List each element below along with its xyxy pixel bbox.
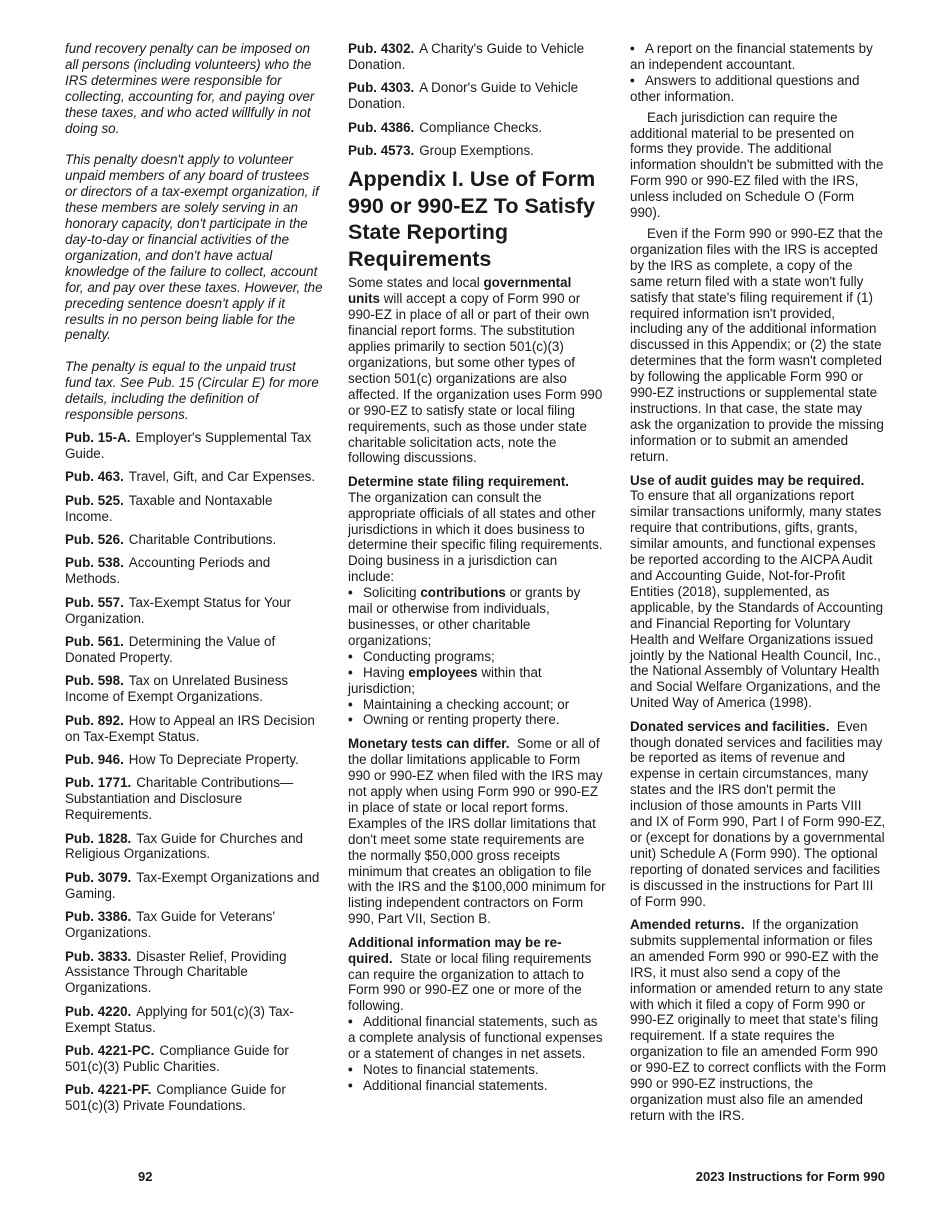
amended-returns-paragraph: Amended returns. If the organization submits supplemental information or files an amended Form 990 or 990-EZ with the IRS, it must also send a copy of the information or amended return to any state with which it filed a copy of Form 990 or 990-EZ originally to meet that state's filing requirement. If a state requires the organization to file an amended Form 990 or 990-EZ to correct conflicts with the Form 990 or 990-EZ instructions, the organization must also file an amended return with the IRS. — [630, 917, 886, 1123]
publication-title: A Charity's Guide to Vehicle Donation. — [348, 41, 585, 72]
publication-number: Pub. 4220. — [65, 1003, 132, 1019]
bullet-item: • Answers to additional questions and other information. — [630, 72, 860, 104]
publication-title: Disaster Relief, Providing Assistance Through Charitable Organizations. — [65, 948, 287, 996]
publication-title: How To Depreciate Property. — [128, 751, 299, 767]
publication-title: Compliance Guide for 501(c)(3) Private Foundations. — [65, 1082, 286, 1114]
publication-title: Taxable and Nontaxable Income. — [65, 492, 273, 524]
publication-item — [65, 775, 323, 823]
bullet-item: • Maintaining a checking account; or — [348, 696, 570, 712]
publication-number: Pub. 1828. — [65, 830, 132, 846]
page-number: 92 — [138, 1169, 153, 1184]
publication-item — [65, 949, 323, 997]
publication-item — [65, 493, 323, 525]
audit-guides-paragraph: Use of audit guides may be required. To ensure that all organizations report similar transactions uniformly, many states require that contributions, gifts, grants, similar amounts, and functional expenses be reported according to the AICPA Audit and Accounting Guide, Not-for-Profit Entities (2018), supplemented, as applicable, by the Standards of Accounting and Financial Reporting for Voluntary Health and Welfare Organizations issued jointly by the National Health Council, Inc., the National Assembly of Voluntary Health and Social Welfare Organizations, and the United Way of America (1998). — [630, 472, 884, 711]
bullet-item: • Owning or renting property there. — [348, 712, 560, 728]
appendix-heading: Appendix I. Use of Form 990 or 990-EZ To Satisfy State Reporting Requirements — [348, 167, 596, 271]
publication-title: Tax Guide for Churches and Religious Organizations. — [65, 830, 303, 862]
publication-item — [65, 752, 323, 768]
publication-number: Pub. 4386. — [348, 119, 415, 135]
italic-paragraph: This penalty doesn't apply to volunteer unpaid members of any board of trustees or directors of a tax-exempt organization, if these members are solely serving in an honorary capacity, don't participate in the day-to-day or financial activities of the organization, and don't have actual knowledge of the failure to collect, account for, and pay over these taxes. However, the preceding sentence doesn't apply if it results in no person being liable for the penalty. — [65, 152, 323, 343]
publication-number: Pub. 557. — [65, 594, 124, 610]
section-heading: Amended returns. — [630, 917, 745, 933]
publication-item — [65, 634, 323, 666]
publication-title: Employer's Supplemental Tax Guide. — [65, 429, 312, 461]
publication-number: Pub. 561. — [65, 634, 124, 649]
monetary-tests-paragraph: Monetary tests can differ. Some or all of the dollar limitations applicable to Form 990 or 990-EZ when filed with the IRS may not apply when using Form 990 or 990-EZ in place of state or local report forms. Examples of the IRS dollar limitations that don't meet some state requirements are the normally $50,000 gross receipts minimum that creates an obligation to file with the IRS and the $100,000 minimum for listing independent contractors on Form 990, Part VII, Section B. — [348, 736, 606, 927]
publication-item — [65, 1082, 323, 1114]
body-paragraph: Even if the Form 990 or 990-EZ that the organization files with the IRS is accepted by the IRS as complete, a copy of the same return filed with a state won't fully satisfy that state's filing requirement if (1) required information isn't provided, including any of the additional information discussed in this Appendix; or (2) the state determines that the form wasn't completed by following the applicable Form 990 or 990-EZ instructions or supplemental state instructions. In that case, the state may ask the organization to provide the missing information or to submit an amended return. — [630, 225, 884, 464]
publication-item — [65, 532, 323, 548]
bullet-item: • Conducting programs; — [348, 648, 495, 664]
publication-title: Tax on Unrelated Business Income of Exempt Organizations. — [65, 673, 289, 705]
publication-title: Tax-Exempt Status for Your Organization. — [65, 594, 292, 626]
publication-number: Pub. 3386. — [65, 909, 132, 925]
publication-number: Pub. 3833. — [65, 948, 132, 964]
publication-number: Pub. 463. — [65, 469, 124, 485]
publication-item — [65, 430, 323, 462]
publication-number: Pub. 3079. — [65, 869, 132, 885]
section-heading: Additional information may be re-quired. — [348, 934, 562, 966]
column-right — [630, 41, 886, 1131]
publication-item — [65, 1043, 323, 1075]
publication-item — [65, 713, 323, 745]
publication-item — [65, 673, 323, 705]
bullet-item: • Soliciting contributions or grants by mail or otherwise from individuals, businesses, or other charitable organizations; — [348, 585, 581, 648]
publication-number: Pub. 4303. — [348, 80, 415, 96]
publication-item — [65, 909, 323, 941]
publication-item — [65, 469, 323, 485]
publication-item — [65, 870, 323, 902]
publication-number: Pub. 946. — [65, 751, 124, 767]
publication-item — [348, 41, 606, 73]
publication-item — [65, 555, 323, 587]
publication-title: Determining the Value of Donated Property. — [65, 634, 276, 665]
publication-list — [348, 41, 606, 159]
determine-filing-paragraph: Determine state filing requirement. The organization can consult the appropriate officials of all states and other jurisdictions in which it does business to determine their specific filing requirements. Doing business in a jurisdiction can include: — [348, 473, 603, 585]
publication-item — [65, 1004, 323, 1036]
section-heading: Use of audit guides may be required. — [630, 472, 865, 488]
section-heading: Determine state filing requirement. — [348, 473, 569, 489]
penalty-italic-block — [65, 41, 323, 423]
publication-number: Pub. 4573. — [348, 143, 415, 159]
publication-number: Pub. 892. — [65, 712, 124, 728]
publication-title: Charitable Contributions—Substantiation and Disclosure Requirements. — [65, 775, 294, 823]
publication-title: Group Exemptions. — [419, 143, 534, 159]
publication-title: How to Appeal an IRS Decision on Tax-Exempt Status. — [65, 712, 315, 744]
bullet-item: • A report on the financial statements by an independent accountant. — [630, 41, 873, 72]
publication-number: Pub. 526. — [65, 531, 124, 547]
publication-title: Charitable Contributions. — [128, 531, 277, 547]
italic-paragraph: fund recovery penalty can be imposed on all persons (including volunteers) who the IRS determines were responsible for collecting, accounting for, and paying over these taxes, and who acted willfully in not doing so. — [65, 41, 315, 136]
publication-number: Pub. 538. — [65, 555, 124, 571]
publication-title: Compliance Guide for 501(c)(3) Public Charities. — [65, 1043, 289, 1074]
bullet-item: • Notes to financial statements. — [348, 1061, 539, 1077]
publication-title: Tax Guide for Veterans' Organizations. — [65, 909, 276, 941]
publication-list — [65, 430, 323, 1114]
section-heading: Donated services and facilities. — [630, 718, 830, 734]
publication-item — [65, 595, 323, 627]
publication-title: Travel, Gift, and Car Expenses. — [128, 469, 316, 485]
publication-title: Tax-Exempt Organizations and Gaming. — [65, 869, 320, 901]
italic-paragraph: The penalty is equal to the unpaid trust fund tax. See Pub. 15 (Circular E) for more details, including the definition of responsible persons. — [65, 359, 319, 423]
column-middle — [348, 41, 606, 1094]
publication-number: Pub. 4221-PF. — [65, 1082, 152, 1098]
publication-number: Pub. 4221-PC. — [65, 1043, 155, 1059]
publication-item — [348, 80, 606, 112]
bullet-item: • Additional financial statements. — [348, 1077, 548, 1093]
publication-number: Pub. 525. — [65, 492, 124, 508]
donated-services-paragraph: Donated services and facilities. Even though donated services and facilities may be reported as items of revenue and expense in certain circumstances, many states and the IRS don't permit the inclusion of those amounts in Parts VIII and IX of Form 990, Part I of Form 990-EZ, or (except for donations by a governmental unit) Schedule A (Form 990). The optional reporting of donated services and facilities is discussed in the instructions for Part III of Form 990. — [630, 718, 886, 909]
publication-number: Pub. 1771. — [65, 775, 132, 791]
publication-number: Pub. 15-A. — [65, 429, 131, 445]
publication-item — [348, 120, 606, 136]
bullet-item: • Additional financial statements, such as a complete analysis of functional expenses or a statement of changes in net assets. — [348, 1014, 603, 1062]
publication-number: Pub. 4302. — [348, 41, 415, 56]
publication-number: Pub. 598. — [65, 673, 124, 689]
body-paragraph: Each jurisdiction can require the additional material to be presented on forms they provide. The additional information shouldn't be submitted with the Form 990 or 990-EZ filed with the IRS, unless included on Schedule O (Form 990). — [630, 109, 884, 221]
publication-title: A Donor's Guide to Vehicle Donation. — [348, 80, 579, 112]
publication-item — [348, 143, 606, 159]
column-left — [65, 41, 323, 1122]
intro-paragraph: Some states and local governmental units will accept a copy of Form 990 or 990-EZ in place of all or part of their own financial report forms. The substitution applies primarily to section 501(c)(3) organizations, but some other types of section 501(c) organizations are also affected. If the organization uses Form 990 or 990-EZ to satisfy state or local filing requirements, such as those under state charitable solicitation acts, note the following discussions. — [348, 275, 603, 466]
publication-title: Compliance Checks. — [419, 119, 543, 135]
publication-title: Applying for 501(c)(3) Tax-Exempt Status. — [65, 1003, 294, 1035]
publication-item — [65, 831, 323, 863]
document-title: 2023 Instructions for Form 990 — [695, 1169, 885, 1184]
additional-info-paragraph: Additional information may be re-quired. State or local filing requirements can require the organization to attach to Form 990 or 990-EZ one or more of the following. — [348, 934, 592, 1014]
bullet-item: • Having employees within that jurisdiction; — [348, 664, 542, 696]
section-heading: Monetary tests can differ. — [348, 736, 510, 752]
publication-title: Accounting Periods and Methods. — [65, 555, 271, 587]
